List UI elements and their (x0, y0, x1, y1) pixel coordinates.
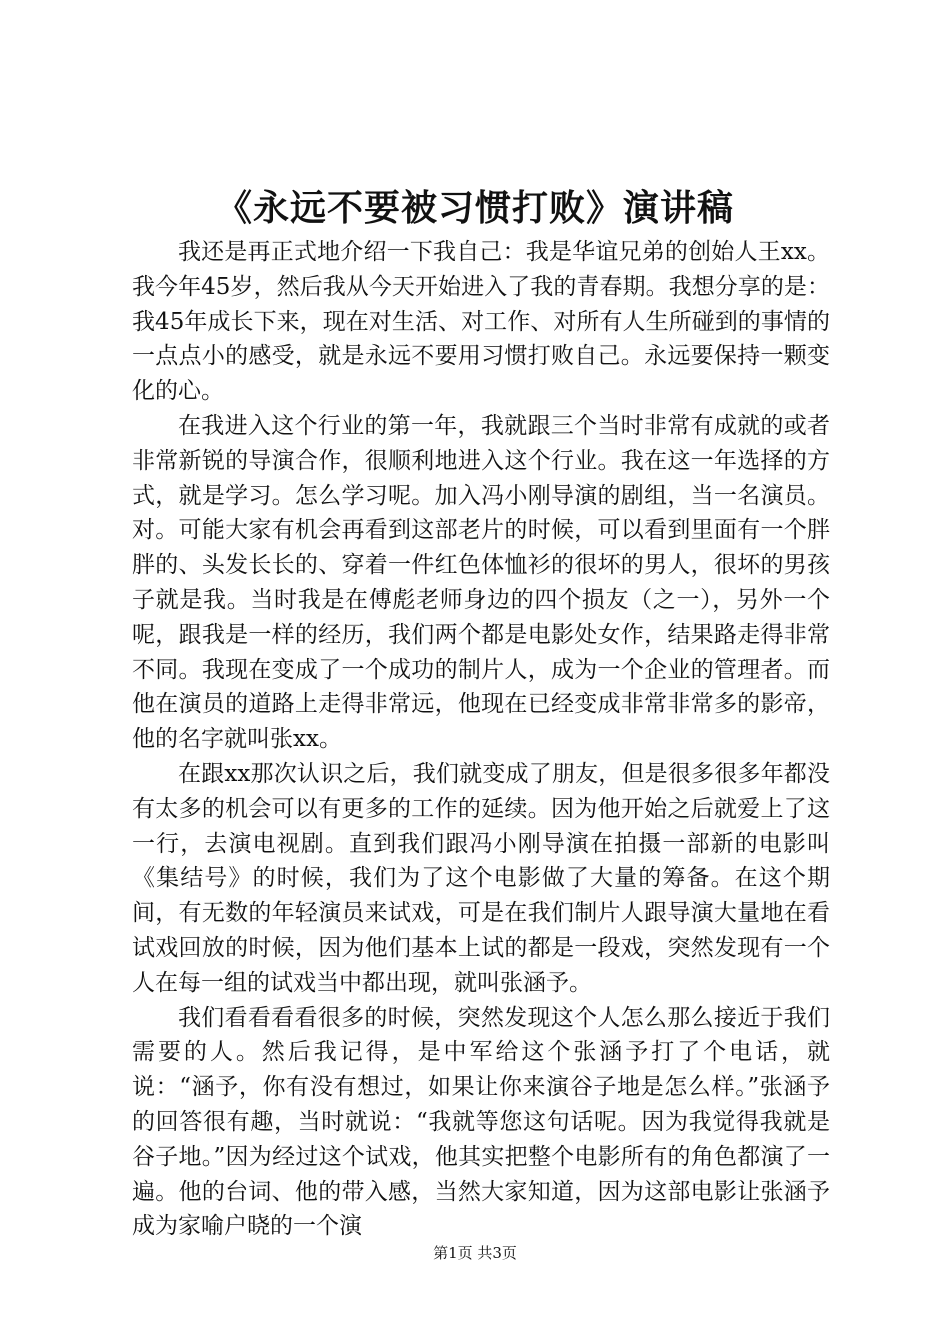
paragraph-3: 在跟xx那次认识之后，我们就变成了朋友，但是很多很多年都没有太多的机会可以有更多的工作的延续。因为他开始之后就爱上了这一行，去演电视剧。直到我们跟冯小刚导演在拍摄一部新的电影叫《集结号》的时候，我们为了这个电影做了大量的筹备。在这个期间，有无数的年轻演员来试戏，可是在我们制片人跟导演大量地在看试戏回放的时候，因为他们基本上试的都是一段戏，突然发现有一个人在每一组的试戏当中都出现，就叫张涵予。 (132, 760, 830, 996)
paragraph-2: 在我进入这个行业的第一年，我就跟三个当时非常有成就的或者非常新锐的导演合作，很顺利地进入这个行业。我在这一年选择的方式，就是学习。怎么学习呢。加入冯小刚导演的剧组，当一名演员。对。可能大家有机会再看到这部老片的时候，可以看到里面有一个胖胖的、头发长长的、穿着一件红色体恤衫的很坏的男人，很坏的男孩子就是我。当时我是在傅彪老师身边的四个损友（之一），另外一个呢，跟我是一样的经历，我们两个都是电影处女作，结果路走得非常不同。我现在变成了一个成功的制片人，成为一个企业的管理者。而他在演员的道路上走得非常远，他现在已经变成非常非常多的影帝，他的名字就叫张xx。 (132, 412, 830, 753)
paragraph-4: 我们看看看看很多的时候，突然发现这个人怎么那么接近于我们需要的人。然后我记得，是中军给这个张涵予打了个电话，就说：“涵予，你有没有想过，如果让你来演谷子地是怎么样。”张涵予的回答很有趣，当时就说：“我就等您这句话呢。因为我觉得我就是谷子地。”因为经过这个试戏，他其实把整个电影所有的角色都演了一遍。他的台词、他的带入感，当然大家知道，因为这部电影让张涵予成为家喻户晓的一个演 (132, 1004, 830, 1240)
paragraph-1: 我还是再正式地介绍一下我自己：我是华谊兄弟的创始人王xx。我今年45岁，然后我从今天开始进入了我的青春期。我想分享的是：我45年成长下来，现在对生活、对工作、对所有人生所碰到的事情的一点点小的感受，就是永远不要用习惯打败自己。永远要保持一颗变化的心。 (132, 239, 830, 405)
page-footer: 第1页 共3页 (433, 1244, 517, 1262)
document-title: 《永远不要被习惯打败》演讲稿 (215, 187, 734, 229)
document-body (132, 235, 830, 1244)
